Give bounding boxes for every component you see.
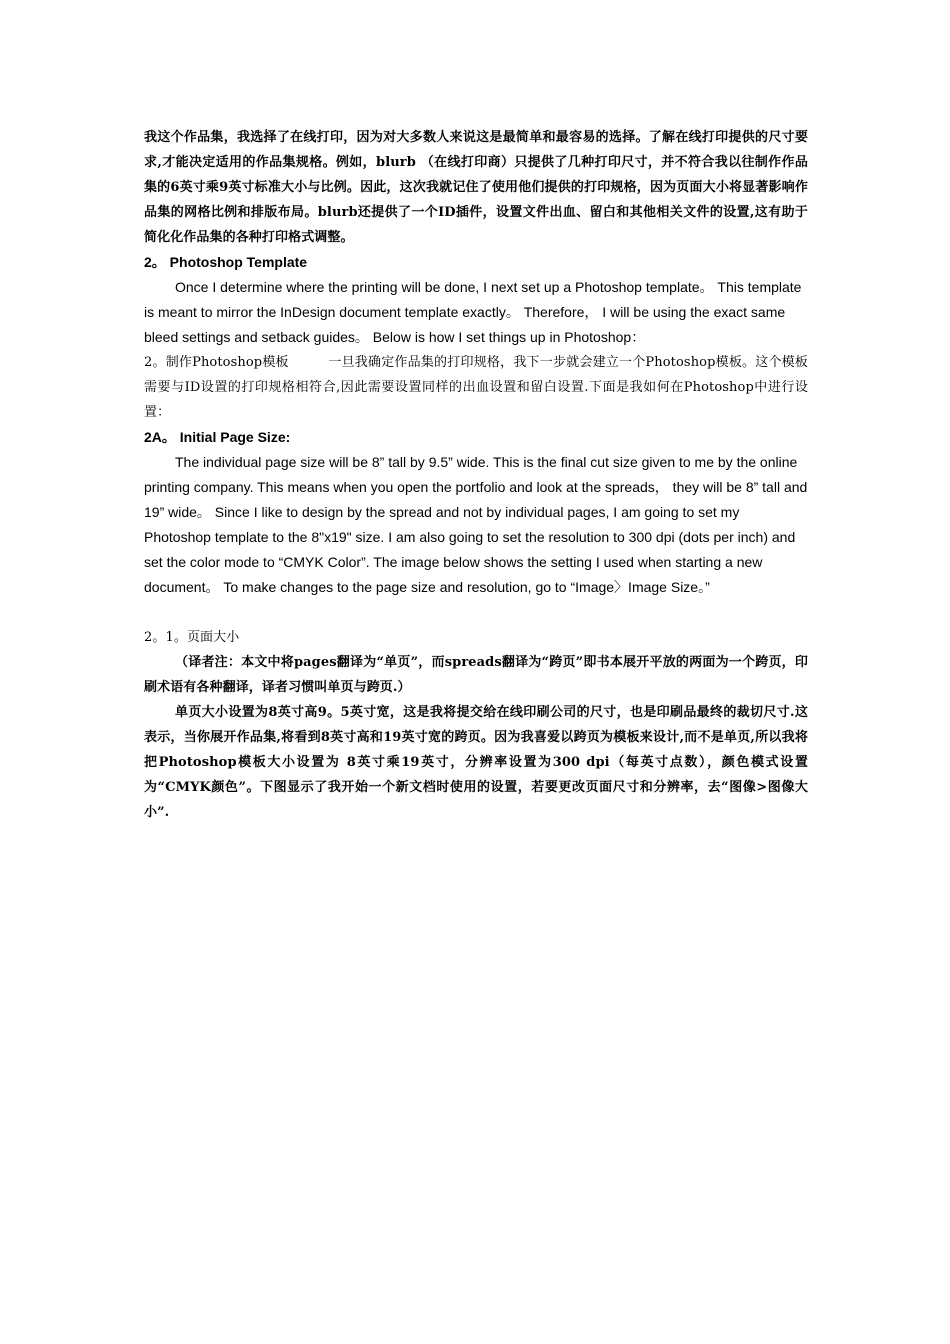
spacer — [144, 600, 808, 625]
paragraph-page-size-cn: 单页大小设置为8英寸高9。5英寸宽，这是我将提交给在线印刷公司的尺寸，也是印刷品最终的裁切尺寸.这表示，当你展开作品集,将看到8英寸高和19英寸宽的跨页。因为我喜爱以跨页为模板来设计,而不是单页,所以我将把Photoshop模板大小设置为 8英寸乘19英寸，分辨率设置为300 dpi（每英寸点数），颜色模式设置为“CMYK颜色”。下图显示了我开始一个新文档时使用的设置，若要更改页面尺寸和分辨率，去“图像>图像大小”. — [144, 705, 808, 820]
paragraph-page-size-en: The individual page size will be 8” tall by 9.5” wide. This is the final cut size given to me by the online printing company. This means when you open the portfolio and look at the spreads， they will be 8” tall and 19” wide。 Since I like to design by the spread and not by individual pages, I am going to set my Photoshop template to the 8"x19" size. I am also going to set the resolution to 300 dpi (dots per inch) and set the color mode to “CMYK Color”. The image below shows the setting I used when starting a new document。 To make changes to the page size and resolution, go to “Image〉Image Size。” — [144, 454, 808, 595]
document-body — [144, 125, 808, 825]
heading-photoshop-template: 2。 Photoshop Template — [144, 254, 308, 270]
heading-page-size-cn: 2。1。页面大小 — [144, 630, 240, 645]
heading-initial-page-size: 2A。 Initial Page Size: — [144, 429, 291, 445]
paragraph-online-printing-cn: 我这个作品集，我选择了在线打印，因为对大多数人来说这是最简单和最容易的选择。了解在线打印提供的尺寸要求,才能决定适用的作品集规格。例如，blurb （在线打印商）只提供了几种打印尺寸，并不符合我以往制作作品集的6英寸乘9英寸标准大小与比例。因此，这次我就记住了使用他们提供的打印规格，因为页面大小将显著影响作品集的网格比例和排版布局。blurb还提供了一个ID插件，设置文件出血、留白和其他相关文件的设置,这有助于简化化作品集的各种打印格式调整。 — [144, 130, 808, 245]
paragraph-photoshop-template-en: Once I determine where the printing will be done, I next set up a Photoshop template。 This template is meant to mirror the InDesign document template exactly。 Therefore， I will be using the exact same bleed settings and setback guides。 Below is how I set things up in Photoshop： — [144, 279, 802, 345]
paragraph-photoshop-template-cn: 2。制作Photoshop模板 一旦我确定作品集的打印规格，我下一步就会建立一个Photoshop模板。这个模板需要与ID设置的打印规格相符合,因此需要设置同样的出血设置和留白设置.下面是我如何在Photoshop中进行设置： — [144, 355, 808, 420]
paragraph-translator-note-cn: （译者注：本文中将pages翻译为“单页”，而spreads翻译为“跨页”即书本展开平放的两面为一个跨页，印刷术语有各种翻译，译者习惯叫单页与跨页.） — [144, 655, 808, 695]
